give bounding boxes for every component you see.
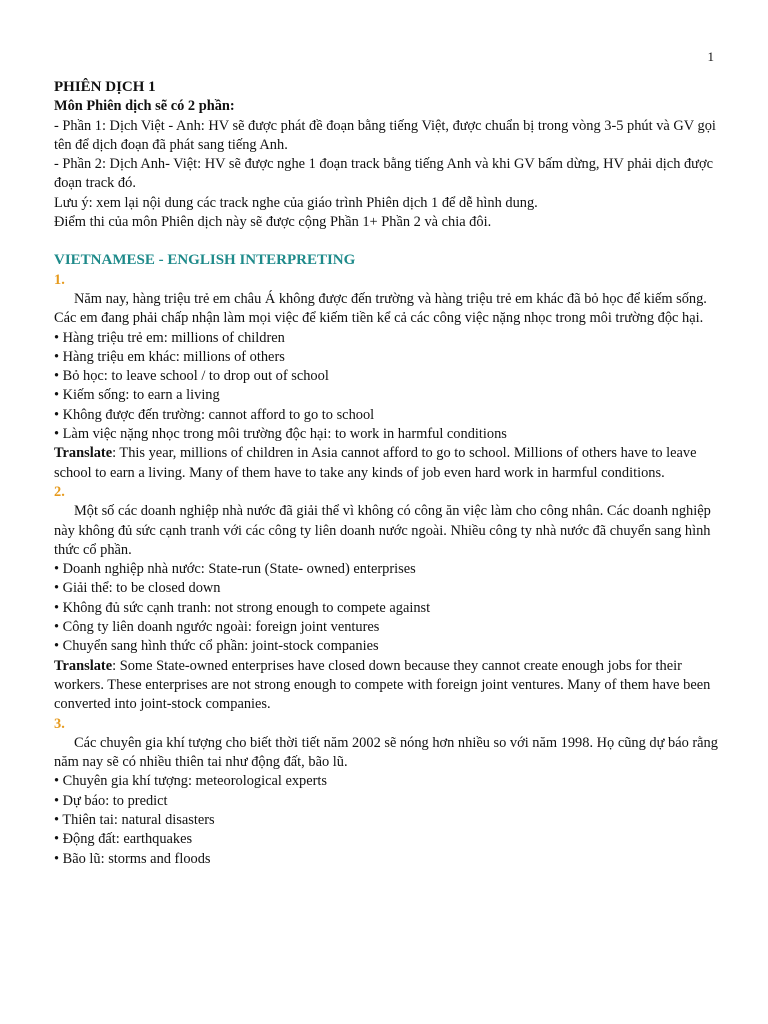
vocab-item: • Không được đến trường: cannot afford to go to school: [54, 406, 375, 423]
part-two-description: - Phần 2: Dịch Anh- Việt: HV sẽ được nghe 1 đoạn track bằng tiếng Anh và khi GV bấm dừng, HV phải dịch được đoạn track đó.: [54, 156, 713, 192]
document-subtitle: Môn Phiên dịch sẽ có 2 phần:: [54, 98, 235, 115]
vocab-item: • Chuyển sang hình thức cổ phần: joint-stock companies: [54, 638, 379, 655]
note-line: Lưu ý: xem lại nội dung các track nghe của giáo trình Phiên dịch 1 để dễ hình dung.: [54, 194, 538, 211]
exercise-number: 3.: [54, 715, 65, 732]
vocab-item: • Công ty liên doanh ngước ngoài: foreign joint ventures: [54, 619, 380, 636]
document-title: PHIÊN DỊCH 1: [54, 79, 156, 95]
translate-label: Translate: [54, 657, 113, 674]
vocab-item: • Động đất: earthquakes: [54, 831, 193, 848]
exercise-passage: Một số các doanh nghiệp nhà nước đã giải thể vì không có công ăn việc làm cho công nhân. Các doanh nghiệp này không đủ sức cạnh tranh với các công ty liên doanh nước ngoài. Nhiều công ty nhà nước đã chuyển sang hình thức cổ phần.: [54, 503, 711, 558]
translation-text: : Some State-owned enterprises have closed down because they cannot create enough jobs for their workers. These enterprises are not strong enough to compete with foreign joint ventures. Many of them have been converted into joint-stock companies.: [54, 657, 711, 713]
vocab-item: • Doanh nghiệp nhà nước: State-run (State- owned) enterprises: [54, 561, 416, 578]
vocab-item: • Hàng triệu trẻ em: millions of children: [54, 329, 285, 346]
vocab-item: • Dự báo: to predict: [54, 792, 168, 809]
vocab-item: • Thiên tai: natural disasters: [54, 811, 215, 828]
vocab-item: • Bão lũ: storms and floods: [54, 850, 211, 867]
translation-paragraph: [54, 657, 718, 715]
vocab-item: • Không đủ sức cạnh tranh: not strong enough to compete against: [54, 599, 431, 616]
score-line: Điểm thi của môn Phiên dịch này sẽ được cộng Phần 1+ Phần 2 và chia đôi.: [54, 214, 492, 231]
translate-label: Translate: [54, 445, 113, 462]
translation-text: : This year, millions of children in Asia cannot afford to go to school. Millions of others have to leave school to earn a living. Many of them have to take any kinds of job even hard work in harmful conditions.: [54, 445, 697, 481]
part-one-description: - Phần 1: Dịch Việt - Anh: HV sẽ được phát đề đoạn bằng tiếng Việt, được chuẩn bị trong vòng 3-5 phút và GV gọi tên để dịch đoạn đã phát sang tiếng Anh.: [54, 117, 716, 153]
vocab-item: • Giải thể: to be closed down: [54, 580, 221, 597]
exercise-passage: Các chuyên gia khí tượng cho biết thời tiết năm 2002 sẽ nóng hơn nhiều so với năm 1998. Họ cũng dự báo rằng năm nay sẽ có nhiều thiên tai như động đất, bão lũ.: [54, 734, 718, 771]
document-content: [54, 78, 718, 869]
exercise-passage: Năm nay, hàng triệu trẻ em châu Á không được đến trường và hàng triệu trẻ em khác đã bỏ học để kiếm sống. Các em đang phải chấp nhận làm mọi việc để kiếm tiền kể cả các công việc nặng nhọc trong môi trường độc hại.: [54, 290, 707, 327]
spacer: [54, 232, 718, 251]
exercise-number: 1.: [54, 271, 65, 288]
exercise-number: 2.: [54, 483, 65, 500]
vocab-item: • Làm việc nặng nhọc trong môi trường độc hại: to work in harmful conditions: [54, 426, 507, 443]
vocab-item: • Kiếm sống: to earn a living: [54, 387, 220, 404]
vocab-item: • Bỏ học: to leave school / to drop out of school: [54, 368, 329, 385]
translation-paragraph: [54, 444, 718, 483]
vocab-item: • Hàng triệu em khác: millions of others: [54, 348, 285, 365]
section-title: VIETNAMESE - ENGLISH INTERPRETING: [54, 252, 356, 269]
page-number: 1: [707, 49, 714, 64]
vocab-item: • Chuyên gia khí tượng: meteorological experts: [54, 773, 328, 790]
